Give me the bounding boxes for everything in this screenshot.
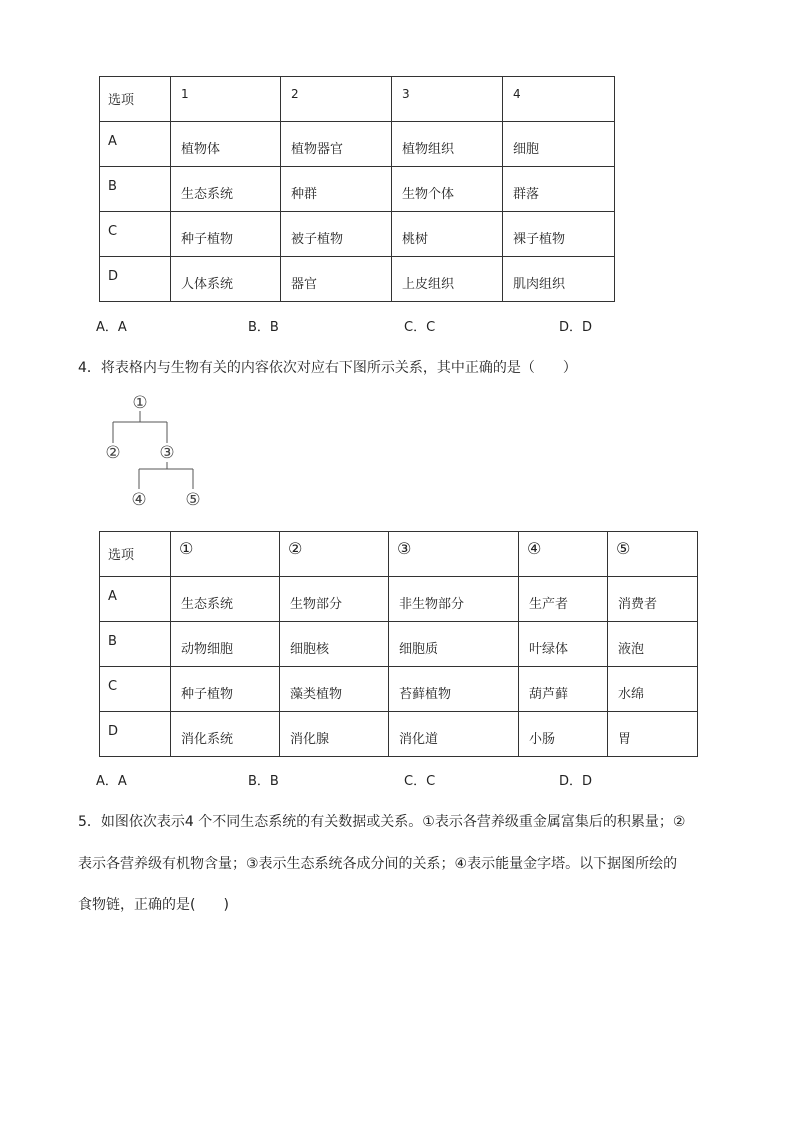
question-5-line-1: 5．如图依次表示4 个不同生态系统的有关数据或关系。①表示各营养级重金属富集后的积累量；② bbox=[78, 814, 686, 830]
table-cell: 消化道 bbox=[389, 712, 519, 757]
table-cell: ① bbox=[171, 532, 280, 577]
table-cell: B bbox=[100, 167, 171, 212]
table-cell: 苔藓植物 bbox=[389, 667, 519, 712]
table-cell: ④ bbox=[519, 532, 608, 577]
table-cell: 被子植物 bbox=[281, 212, 392, 257]
table-1 bbox=[99, 76, 615, 302]
table-cell: 4 bbox=[503, 77, 615, 122]
table-cell: 液泡 bbox=[608, 622, 698, 667]
relationship-diagram bbox=[102, 390, 202, 510]
option-b[interactable]: B．B bbox=[248, 774, 279, 789]
table-cell: A bbox=[100, 122, 171, 167]
table-cell: 生物部分 bbox=[280, 577, 389, 622]
option-b[interactable]: B．B bbox=[248, 320, 279, 335]
table-row bbox=[100, 122, 615, 167]
table-cell: 细胞核 bbox=[280, 622, 389, 667]
table-cell: 消化腺 bbox=[280, 712, 389, 757]
table-cell: 生物个体 bbox=[392, 167, 503, 212]
table-row bbox=[100, 622, 698, 667]
table-cell: A bbox=[100, 577, 171, 622]
table-cell: 1 bbox=[171, 77, 281, 122]
option-c[interactable]: C．C bbox=[404, 320, 436, 335]
table-row bbox=[100, 212, 615, 257]
question-4-text: 4．将表格内与生物有关的内容依次对应右下图所示关系，其中正确的是（ ） bbox=[78, 360, 577, 376]
table-row bbox=[100, 712, 698, 757]
table-cell: D bbox=[100, 712, 171, 757]
diagram-node-4: ④ bbox=[131, 490, 147, 510]
table-cell: 器官 bbox=[281, 257, 392, 302]
question-5-line-2: 表示各营养级有机物含量；③表示生态系统各成分间的关系；④表示能量金字塔。以下据图所绘的 bbox=[78, 856, 678, 872]
table-cell: 植物器官 bbox=[281, 122, 392, 167]
table-cell: 人体系统 bbox=[171, 257, 281, 302]
option-c[interactable]: C．C bbox=[404, 774, 436, 789]
table-cell: 种子植物 bbox=[171, 212, 281, 257]
table-cell: ③ bbox=[389, 532, 519, 577]
option-d[interactable]: D．D bbox=[559, 774, 593, 789]
table-2 bbox=[99, 531, 698, 757]
table-cell: 水绵 bbox=[608, 667, 698, 712]
table-cell: 选项 bbox=[100, 532, 171, 577]
table-cell: 植物体 bbox=[171, 122, 281, 167]
table-cell: 3 bbox=[392, 77, 503, 122]
table-cell: 生产者 bbox=[519, 577, 608, 622]
table-cell: 群落 bbox=[503, 167, 615, 212]
table-cell: C bbox=[100, 212, 171, 257]
diagram-node-5: ⑤ bbox=[185, 490, 201, 510]
table-cell: 消化系统 bbox=[171, 712, 280, 757]
table-row bbox=[100, 577, 698, 622]
table-row bbox=[100, 257, 615, 302]
table-cell: 2 bbox=[281, 77, 392, 122]
table-cell: 桃树 bbox=[392, 212, 503, 257]
table-cell: 细胞质 bbox=[389, 622, 519, 667]
table-cell: ② bbox=[280, 532, 389, 577]
table-cell: 生态系统 bbox=[171, 577, 280, 622]
table-cell: 消费者 bbox=[608, 577, 698, 622]
table-cell: 上皮组织 bbox=[392, 257, 503, 302]
diagram-node-2: ② bbox=[105, 443, 121, 463]
table-header-row bbox=[100, 77, 615, 122]
table-cell: ⑤ bbox=[608, 532, 698, 577]
table-cell: C bbox=[100, 667, 171, 712]
table-cell: 种群 bbox=[281, 167, 392, 212]
table-cell: 动物细胞 bbox=[171, 622, 280, 667]
table-cell: 细胞 bbox=[503, 122, 615, 167]
table-cell: 葫芦藓 bbox=[519, 667, 608, 712]
table-cell: 生态系统 bbox=[171, 167, 281, 212]
table-cell: 肌肉组织 bbox=[503, 257, 615, 302]
table-cell: 叶绿体 bbox=[519, 622, 608, 667]
table-cell: 非生物部分 bbox=[389, 577, 519, 622]
option-d[interactable]: D．D bbox=[559, 320, 593, 335]
table-header-row bbox=[100, 532, 698, 577]
table-cell: 裸子植物 bbox=[503, 212, 615, 257]
option-a[interactable]: A．A bbox=[96, 774, 127, 789]
table-cell: 小肠 bbox=[519, 712, 608, 757]
question-5-line-3: 食物链，正确的是( ) bbox=[78, 897, 229, 913]
table-cell: 植物组织 bbox=[392, 122, 503, 167]
table-cell: 种子植物 bbox=[171, 667, 280, 712]
table-row bbox=[100, 667, 698, 712]
option-a[interactable]: A．A bbox=[96, 320, 127, 335]
table-row bbox=[100, 167, 615, 212]
table-cell: 胃 bbox=[608, 712, 698, 757]
diagram-node-3: ③ bbox=[159, 443, 175, 463]
table-cell: 选项 bbox=[100, 77, 171, 122]
table-cell: 藻类植物 bbox=[280, 667, 389, 712]
diagram-node-1: ① bbox=[132, 393, 148, 413]
table-cell: B bbox=[100, 622, 171, 667]
table-cell: D bbox=[100, 257, 171, 302]
